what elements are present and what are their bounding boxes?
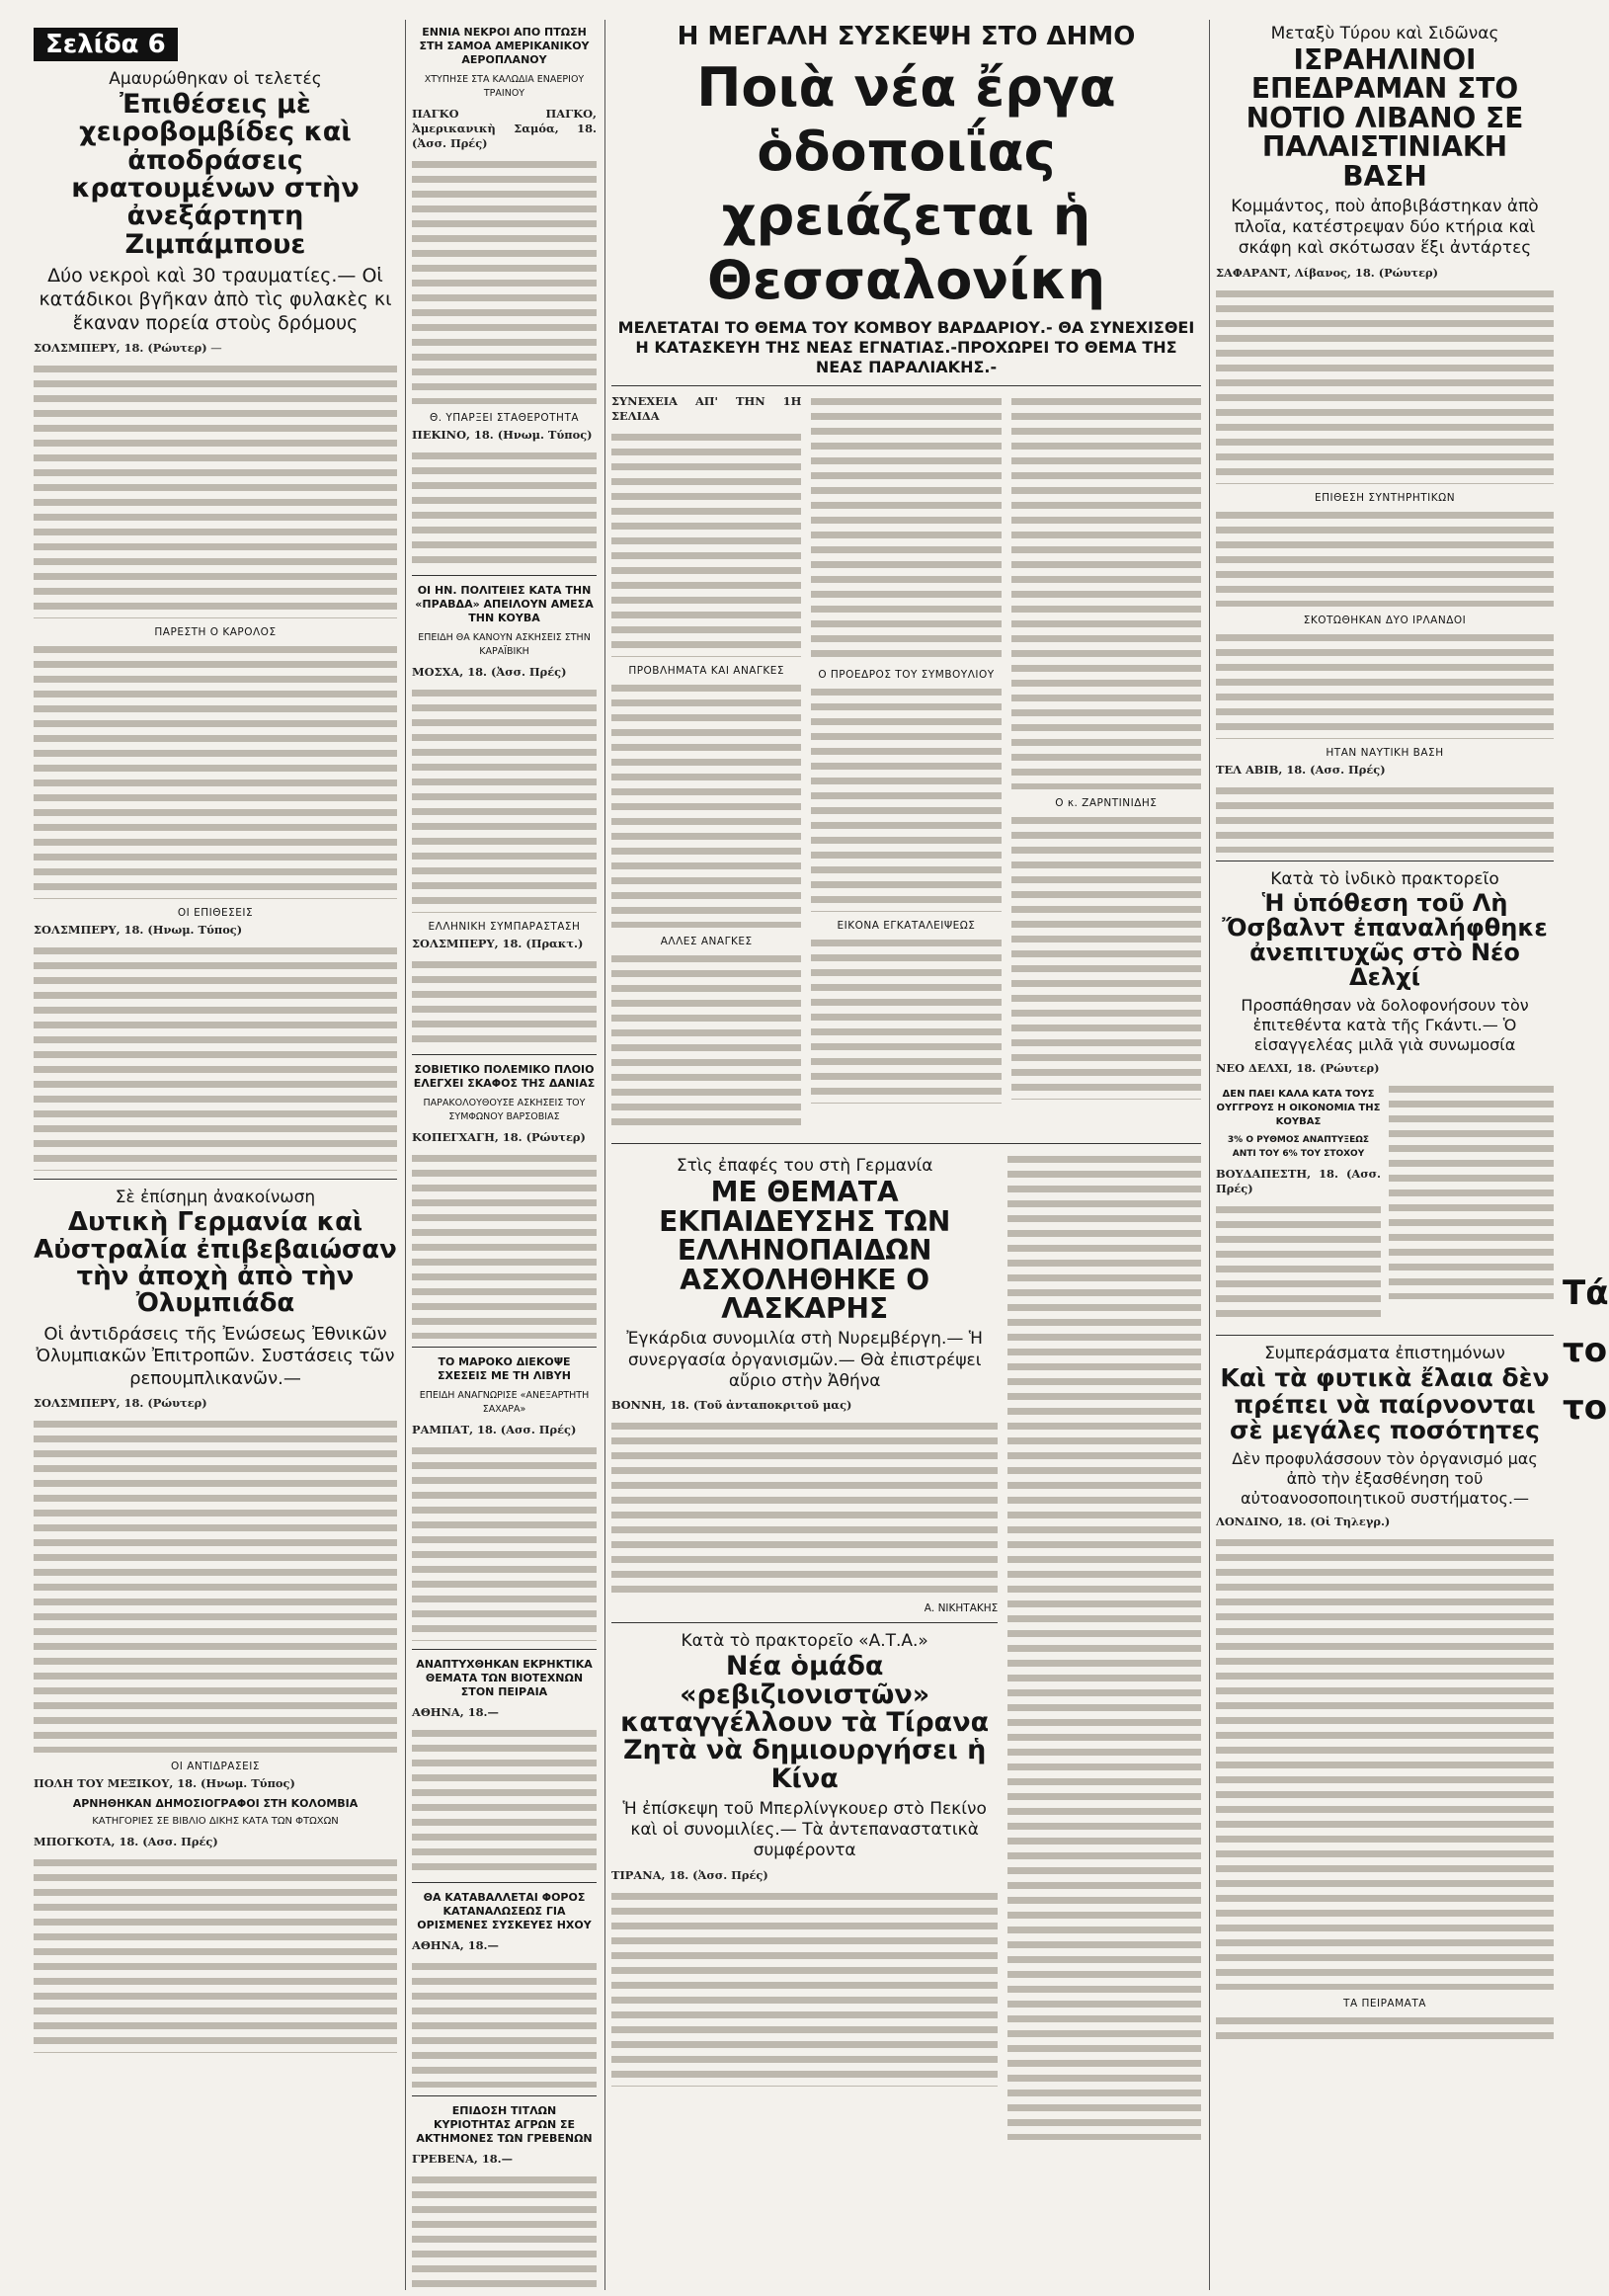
article-lascaris-signature: Α. ΝΙΚΗΤΑΚΗΣ [924,1602,999,1615]
article3-dateline-line [34,1835,397,1849]
article-israel-subhead-2: ΣΚΟΤΩΘΗΚΑΝ ΔΥΟ ΙΡΛΑΝΔΟΙ [1303,614,1467,626]
lead-body-col-a [611,394,801,1135]
cuba-dateline: ΒΟΥΔΑΠΕΣΤΗ, 18. (Ασσ. Πρές) [1216,1167,1381,1196]
column-2 [405,20,603,2290]
article2-subhead-1: ΟΙ ΑΝΤΙΔΡΑΣΕΙΣ [171,1761,260,1772]
next-page-edge-text [1563,1265,1609,1561]
brief8-dateline: ΑΘΗΝΑ, 18.— [412,1938,499,1952]
article-israel-headline: ΙΣΡΑΗΛΙΝΟΙ ΕΠΕΔΡΑΜΑΝ ΣΤΟ ΝΟΤΙΟ ΛΙΒΑΝΟ ΣΕ ΠΑΛΑΙΣΤΙΝΙΑΚΗ ΒΑΣΗ [1246,43,1524,193]
article-israel-filler-3 [1216,630,1554,739]
cuba-title: ΔΕΝ ΠΑΕΙ ΚΑΛΑ ΚΑΤΑ ΤΟΥΣ ΟΥΓΓΡΟΥΣ Η ΟΙΚΟΝΟΜΙΑ ΤΗΣ ΚΟΥΒΑΣ [1216,1089,1381,1128]
brief6-title: ΤΟ ΜΑΡΟΚΟ ΔΙΕΚΟΨΕ ΣΧΕΣΕΙΣ ΜΕ ΤΗ ΛΙΒΥΗ [438,1355,571,1382]
brief3-filler [412,686,597,913]
brief3-title: ΟΙ ΗΝ. ΠΟΛΙΤΕΙΕΣ ΚΑΤΑ ΤΗΝ «ΠΡΑΒΔΑ» ΑΠΕΙΛΟΥΝ ΑΜΕΣΑ ΤΗΝ ΚΟΥΒΑ [415,584,594,624]
lower-section [611,1152,1201,2146]
brief5-title: ΣΟΒΙΕΤΙΚΟ ΠΟΛΕΜΙΚΟ ΠΛΟΙΟ ΕΛΕΓΧΕΙ ΣΚΑΦΟΣ ΤΗΣ ΔΑΝΙΑΣ [413,1063,596,1090]
article2-body-filler [34,1417,397,1753]
lead-filler-b1 [811,394,1001,661]
column-4 [1209,20,1560,2290]
article-israel-filler-2 [1216,508,1554,607]
divider [611,385,1201,386]
article-lascaris-dateline: ΒΟΝΝΗ, 18. (Τοῦ ἀνταποκριτοῦ μας) [611,1398,852,1413]
oswald-cuba-row [1216,1082,1554,1327]
lead-filler-a1 [611,430,801,657]
brief5-dateline: ΚΟΠΕΓΧΑΓΗ, 18. (Ρώυτερ) [412,1130,586,1144]
brief9-dateline: ΓΡΕΒΕΝΑ, 18.— [412,2152,514,2166]
brief3-subtitle: ΕΠΕΙΔΗ ΘΑ ΚΑΝΟΥΝ ΑΣΚΗΣΕΙΣ ΣΤΗΝ ΚΑΡΑΪΒΙΚΗ [418,632,591,657]
brief2-subhead: Θ. ΥΠΑΡΞΕΙ ΣΤΑΘΕΡΟΤΗΤΑ [429,412,580,424]
brief3-heading [412,584,597,659]
article-oswald-dateline-line [1216,1061,1554,1076]
article-oils-deck: Δὲν προφυλάσσουν τὸν ὀργανισμό μας ἀπὸ τὴν ἐξασθένηση τοῦ αὐτοανοσοποιητικοῦ συστήματος.— [1232,1449,1538,1509]
article1-deck: Δύο νεκροὶ καὶ 30 τραυματίες.— Οἱ κατάδικοι βγῆκαν ἀπὸ τὶς φυλακὲς κι ἔκαναν πορεία στοὺς δρόμους [39,265,392,334]
cuba-subtitle: 3% Ο ΡΥΘΜΟΣ ΑΝΑΠΤΥΞΕΩΣ ΑΝΤΙ ΤΟΥ 6% ΤΟΥ ΣΤΟΧΟΥ [1227,1135,1370,1160]
article3-title: ΑΡΝΗΘΗΚΑΝ ΔΗΜΟΣΙΟΓΡΑΦΟΙ ΣΤΗ ΚΟΛΟΜΒΙΑ [72,1797,359,1810]
lead-headline: Ποιὰ νέα ἔργα ὁδοποιΐας χρειάζεται ἡ Θεσσαλονίκη [696,56,1116,311]
brief2-dateline: ΠΕΚΙΝΟ, 18. (Ηνωμ. Τύπος) [412,428,593,442]
brief3-dateline: ΜΟΣΧΑ, 18. (Ἀσσ. Πρές) [412,665,567,679]
brief1-subtitle: ΧΤΥΠΗΣΕ ΣΤΑ ΚΑΛΩΔΙΑ ΕΝΑΕΡΙΟΥ ΤΡΑΙΝΟΥ [424,74,585,99]
brief8-dateline-line [412,1938,597,1953]
brief6-heading [412,1355,597,1417]
article-israel-kicker: Μεταξὺ Τύρου καὶ Σιδῶνας [1270,24,1499,43]
article2-kicker: Σὲ ἐπίσημη ἀνακοίνωση [115,1188,316,1208]
lead-subhead-1: ΠΡΟΒΛΗΜΑΤΑ ΚΑΙ ΑΝΑΓΚΕΣ [628,665,784,678]
article-lascaris-kicker: Στὶς ἐπαφές του στὴ Γερμανία [676,1156,933,1177]
lead-filler-a2 [611,681,801,928]
article1-body: ΣΟΛΣΜΠΕΡΥ, 18. (Ρώυτερ) — ⠀ [34,341,234,356]
edge-glyph: Τά [1563,1273,1609,1313]
article-israel-filler-1 [1216,287,1554,484]
article-tirana-dateline: ΤΙΡΑΝΑ, 18. (Ἀσσ. Πρές) [611,1867,768,1882]
brief7-heading [412,1658,597,1699]
article-tirana-kicker: Κατὰ τὸ πρακτορεῖο «Α.Τ.Α.» [681,1631,928,1652]
article2-headline: Δυτικὴ Γερμανία καὶ Αὐστραλία ἐπιβεβαιώσαν τὴν ἀποχὴ ἀπὸ τὴν Ὀλυμπιάδα [34,1207,397,1319]
lower-right [1007,1152,1201,2146]
brief7-title: ΑΝΑΠΤΥΧΘΗΚΑΝ ΕΚΡΗΚΤΙΚΑ ΘΕΜΑΤΑ ΤΩΝ ΒΙΟΤΕΧΝΩΝ ΣΤΟΝ ΠΕΙΡΑΙΑ [416,1658,593,1698]
edge-glyph: το [1563,1388,1608,1428]
brief1-filler [412,157,597,404]
cuba-heading [1216,1088,1381,1161]
article-tirana-filler [611,1889,998,2087]
article-israel-subhead-1: ΕΠΙΘΕΣΗ ΣΥΝΤΗΡΗΤΙΚΩΝ [1314,491,1456,504]
lead-filler-b3 [811,936,1001,1104]
divider [412,2095,597,2096]
article1-dateline: ΣΟΛΣΜΠΕΡΥ, 18. (Ρώυτερ) [34,341,207,356]
divider [412,1649,597,1650]
brief6-dateline: ΡΑΜΠΑΤ, 18. (Ασσ. Πρές) [412,1423,577,1436]
article-oils-subhead: ΤΑ ΠΕΙΡΑΜΑΤΑ [1343,1998,1426,2010]
article-divider [34,1179,397,1180]
lead-body-col-b [811,394,1001,1135]
article1-body-filler [34,362,397,618]
brief8-heading [412,1891,597,1932]
lead-subhead-4: ΕΙΚΟΝΑ ΕΓΚΑΤΑΛΕΙΨΕΩΣ [837,920,976,933]
brief9-dateline-line [412,2152,597,2167]
article-israel-filler-4 [1216,783,1554,853]
article-oils-filler [1216,1535,1554,1990]
lead-continued-line [611,394,801,424]
oswald-filler [1389,1082,1554,1299]
cuba-dateline-line [1216,1167,1381,1196]
article3-body-filler [34,1855,397,2053]
article1-subhead-1: ΠΑΡΕΣΤΗ Ο ΚΑΡΟΛΟΣ [154,626,277,639]
article-israel-deck: Κομμάντος, ποὺ ἀποβιβάστηκαν ἀπὸ πλοῖα, κατέστρεψαν δύο κτήρια καὶ σκάφη καὶ σκότωσαν ἕξι ἀντάρτες [1231,196,1539,259]
brief7-filler [412,1726,597,1874]
article-israel-dateline: ΣΑΦΑΡΑΝΤ, Λίβανος, 18. (Ρώυτερ) [1216,265,1438,280]
brief8-filler [412,1959,597,2088]
article2-dateline: ΣΟΛΣΜΠΕΡΥ, 18. (Ρώυτερ) [34,1396,207,1410]
article2-deck: Οἱ ἀντιδράσεις τῆς Ἐνώσεως Ἐθνικῶν Ὀλυμπιακῶν Ἐπιτροπῶν. Συστάσεις τῶν ρεπουμπλικανῶν.— [36,1323,395,1389]
article-oils-dateline-line [1216,1515,1554,1529]
article-oswald-deck: Προσπάθησαν νὰ δολοφονήσουν τὸν ἐπιτεθέντα κατὰ τῆς Γκάντι.— Ὁ εἰσαγγελέας μιλᾶ γιὰ συνωμοσία [1241,996,1529,1055]
lead-body-columns [611,394,1201,1135]
edge-glyph: το [1563,1331,1608,1370]
column-3 [604,20,1207,2290]
brief1-dateline: ΠΑΓΚΟ ΠΑΓΚΟ, Ἀμερικανικὴ Σαμόα, 18. (Ἀσσ. Πρές) [412,107,597,150]
brief9-title: ΕΠΙΔΟΣΗ ΤΙΤΛΩΝ ΚΥΡΙΟΤΗΤΑΣ ΑΓΡΩΝ ΣΕ ΑΚΤΗΜΟΝΕΣ ΤΩΝ ΓΡΕΒΕΝΩΝ [416,2104,593,2145]
divider [412,1347,597,1348]
brief1-dateline-line [412,107,597,151]
article1-dateline-2: ΣΟΛΣΜΠΕΡΥ, 18. (Ηνωμ. Τύπος) [34,923,243,938]
article-tirana-headline: Νέα ὁμάδα «ρεβιζιονιστῶν» καταγγέλλουν τὰ Τίρανα Ζητὰ νὰ δημιουργήσει ἡ Κίνα [620,1651,990,1794]
article-tirana-dateline-line [611,1868,998,1883]
article-israel-subhead-3: ΗΤΑΝ ΝΑΥΤΙΚΗ ΒΑΣΗ [1326,746,1444,759]
lower-right-filler [1007,1152,1201,2140]
oswald-body [1389,1082,1554,1327]
article-oils-headline: Καὶ τὰ φυτικὰ ἔλαια δὲν πρέπει νὰ παίρνονται σὲ μεγάλες ποσότητες [1220,1363,1550,1444]
divider [1216,1335,1554,1336]
lead-subhead-3: ΑΛΛΕΣ ΑΝΑΓΚΕΣ [660,936,753,948]
article-oswald-headline: Ἡ ὑπόθεση τοῦ Λὴ Ὄσβαλντ ἐπαναλήφθηκε ἀνεπιτυχῶς στὸ Νέο Δελχί [1222,888,1548,992]
article-israel-dateline-2-line [1216,763,1554,778]
cuba-brief [1216,1082,1381,1327]
brief5-subtitle: ΠΑΡΑΚΟΛΟΥΘΟΥΣΕ ΑΣΚΗΣΕΙΣ ΤΟΥ ΣΥΜΦΩΝΟΥ ΒΑΡΣΟΒΙΑΣ [423,1098,586,1122]
divider [412,1882,597,1883]
brief9-filler [412,2173,597,2291]
article-lascaris-filler [611,1419,998,1597]
brief5-heading [412,1063,597,1124]
lead-filler-c1 [1011,394,1201,789]
article-oswald-kicker: Κατὰ τὸ ἰνδικὸ πρακτορεῖο [1270,868,1499,889]
article-oils-kicker: Συμπεράσματα ἐπιστημόνων [1264,1344,1505,1364]
article-lascaris-headline: ΜΕ ΘΕΜΑΤΑ ΕΚΠΑΙΔΕΥΣΗΣ ΤΩΝ ΕΛΛΗΝΟΠΑΙΔΩΝ ΑΣΧΟΛΗΘΗΚΕ Ο ΛΑΣΚΑΡΗΣ [659,1176,951,1326]
brief5-dateline-line [412,1130,597,1145]
article3-heading [34,1797,397,1829]
brief6-subtitle: ΕΠΕΙΔΗ ΑΝΑΓΝΩΡΙΣΕ «ΑΝΕΞΑΡΤΗΤΗ ΣΑΧΑΡΑ» [419,1390,590,1415]
lead-subhead-5: Ο κ. ΖΑΡΝΤΙΝΙΔΗΣ [1055,797,1158,810]
brief3-dateline-line [412,665,597,680]
article-israel-dateline-line [1216,266,1554,281]
lead-subhead-2: Ο ΠΡΟΕΔΡΟΣ ΤΟΥ ΣΥΜΒΟΥΛΙΟΥ [818,669,995,682]
brief4-dateline: ΣΟΛΣΜΠΕΡΥ, 18. (Πρακτ.) [412,937,584,950]
article-oils-filler-2 [1216,2013,1554,2043]
brief8-title: ΘΑ ΚΑΤΑΒΑΛΛΕΤΑΙ ΦΟΡΟΣ ΚΑΤΑΝΑΛΩΣΕΩΣ ΓΙΑ ΟΡΙΣΜΕΝΕΣ ΣΥΣΚΕΥΕΣ ΗΧΟΥ [417,1891,592,1931]
divider [412,575,597,576]
article1-body-filler-3 [34,943,397,1171]
article-lascaris-deck: Ἐγκάρδια συνομιλία στὴ Νυρεμβέργη.— Ἡ συνεργασία ὀργανισμῶν.— Θὰ ἐπιστρέψει αὔριο στὴν Ἀθήνα [626,1329,983,1391]
lower-left [611,1152,998,2146]
brief1-heading [412,26,597,101]
lead-deck: ΜΕΛΕΤΑΤΑΙ ΤΟ ΘΕΜΑ ΤΟΥ ΚΟΜΒΟΥ ΒΑΡΔΑΡΙΟΥ.- ΘΑ ΣΥΝΕΧΙΣΘΕΙ Η ΚΑΤΑΣΚΕΥΗ ΤΗΣ ΝΕΑΣ ΕΓΝΑΤΙΑΣ.-ΠΡΟΧΩΡΕΙ ΤΟ ΘΕΜΑ ΤΗΣ ΝΕΑΣ ΠΑΡΑΛΙΑΚΗΣ.- [617,318,1195,377]
article1-headline: Ἐπιθέσεις μὲ χειροβομβίδες καὶ ἀποδράσεις κρατουμένων στὴν ἀνεξάρτητη Ζιμπάμπουε [71,89,360,260]
brief1-title: ΕΝΝΙΑ ΝΕΚΡΟΙ ΑΠΟ ΠΤΩΣΗ ΣΤΗ ΣΑΜΟΑ ΑΜΕΡΙΚΑΝΙΚΟΥ ΑΕΡΟΠΛΑΝΟΥ [419,26,590,66]
divider [412,1054,597,1055]
lead-body-col-c [1011,394,1201,1135]
brief2-dateline-line [412,428,597,443]
article2-dateline-2-line [34,1776,397,1791]
article1-subhead-2: ΟΙ ΕΠΙΘΕΣΕΙΣ [177,907,254,920]
lead-kicker: Η ΜΕΓΑΛΗ ΣΥΣΚΕΨΗ ΣΤΟ ΔΗΜΟ [677,22,1136,51]
brief4-filler [412,957,597,1046]
brief9-heading [412,2104,597,2146]
page-number-label: Σελίδα 6 [34,28,178,61]
divider [611,1143,1201,1144]
article-tirana-deck: Ἡ ἐπίσκεψη τοῦ Μπερλίνγκουερ στὸ Πεκίνο καὶ οἱ συνομιλίες.— Τὰ ἀντεπαναστατικὰ συμφέροντα [622,1798,987,1861]
article-oswald-dateline: ΝΕΟ ΔΕΛΧΙ, 18. (Ρώυτερ) [1216,1061,1380,1076]
brief2-filler [412,449,597,567]
cuba-filler [1216,1202,1381,1321]
article-israel-dateline-2: ΤΕΛ ΑΒΙΒ, 18. (Ασσ. Πρές) [1216,762,1386,777]
article2-dateline-line [34,1396,397,1411]
brief7-dateline-line [412,1705,597,1720]
article3-dateline: ΜΠΟΓΚΟΤΑ, 18. (Ασσ. Πρές) [34,1835,218,1848]
brief6-dateline-line [412,1423,597,1437]
brief4-subhead: ΕΛΛΗΝΙΚΗ ΣΥΜΠΑΡΑΣΤΑΣΗ [428,921,581,933]
lead-filler-b2 [811,685,1001,912]
article1-body-filler-2 [34,642,397,899]
article1-dateline-2-line [34,923,397,938]
article-lascaris-dateline-line [611,1398,998,1413]
article1-kicker: Αμαυρώθηκαν οἱ τελετές [109,69,322,89]
lead-continued: ΣΥΝΕΧΕΙΑ ΑΠ' ΤΗΝ 1Η ΣΕΛΙΔΑ [611,394,802,424]
brief5-filler [412,1151,597,1339]
article3-subtitle: ΚΑΤΗΓΟΡΙΕΣ ΣΕ ΒΙΒΛΙΟ ΔΙΚΗΣ ΚΑΤΑ ΤΩΝ ΦΤΩΧΩΝ [92,1816,339,1827]
brief6-filler [412,1443,597,1641]
article2-dateline-2: ΠΟΛΗ ΤΟΥ ΜΕΞΙΚΟΥ, 18. (Ηνωμ. Τύπος) [34,1776,295,1790]
lead-filler-a3 [611,951,801,1129]
brief7-dateline: ΑΘΗΝΑ, 18.— [412,1705,499,1719]
lead-filler-c2 [1011,813,1201,1100]
article-oils-dateline: ΛΟΝΔΙΝΟ, 18. (Οἱ Τηλεγρ.) [1216,1515,1391,1529]
column-1 [28,28,403,2290]
divider [611,1622,998,1623]
brief4-dateline-line [412,937,597,951]
